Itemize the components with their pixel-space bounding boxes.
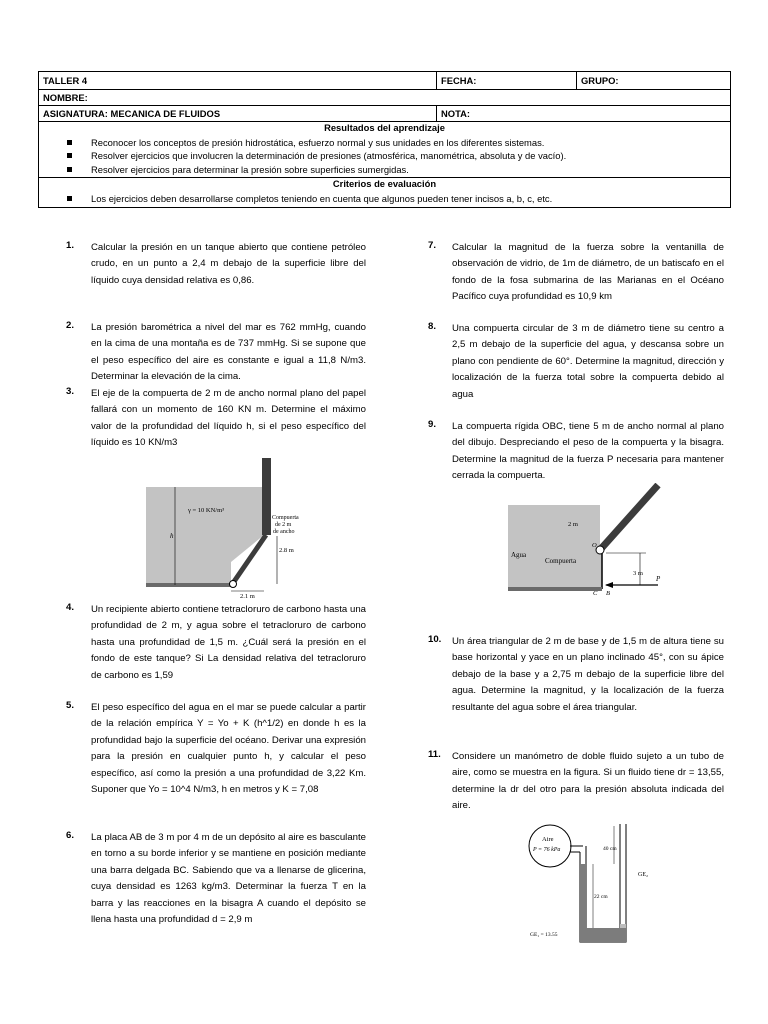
h-label: h (170, 532, 174, 540)
problem-number: 4. (66, 602, 75, 613)
ge2-label: GE₂ (638, 872, 649, 878)
problem-number: 3. (66, 386, 75, 397)
problem-11 (428, 749, 724, 815)
problem-text: Calcular la presión en un tanque abierto que contiene petróleo crudo, en un punto a 2,4 m debajo de la superficie libre del líquido cuya densidad relativa es 0,86. (91, 242, 366, 286)
tank-bottom (146, 583, 231, 587)
manometer-figure-problem-11 (528, 824, 688, 948)
problem-text: El eje de la compuerta de 2 m de ancho normal plano del papel fallará con un momento de 160 KN m. Determine el máximo valor de la profundidad del líquido h, si el peso específico del líquido es 10 KN/m3 (91, 388, 366, 449)
gate-label-2: de 2 m (275, 522, 292, 528)
gate-label: Compuerta (545, 557, 577, 565)
problem-text: Calcular la magnitud de la fuerza sobre la ventanilla de observación de vidrio, de 1m de diámetro, de un batiscafo en el fondo de la fosa submarina de las Marianas en el Océano Pacífico cuya profundidad es 10,9 km (452, 242, 724, 303)
criterio-item: Los ejercicios deben desarrollarse completos teniendo en cuenta que algunos pueden tener incisos a, b, c, etc. (39, 192, 730, 205)
criterios-list (39, 192, 730, 206)
grupo-cell[interactable]: GRUPO: (577, 72, 731, 90)
air-label: Aire (542, 836, 554, 843)
problem-1 (66, 240, 366, 289)
resultado-item: Resolver ejercicios para determinar la presión sobre superficies sumergidas. (39, 163, 730, 176)
problem-number: 9. (428, 419, 437, 430)
fecha-cell[interactable]: FECHA: (437, 72, 577, 90)
bottom-fluid (580, 928, 626, 942)
problem-4 (66, 602, 366, 684)
air-tank (529, 825, 571, 867)
left-leg-fluid (580, 864, 586, 938)
nombre-cell[interactable]: NOMBRE: (39, 90, 731, 106)
dim-vertical-label: 2.8 m (279, 547, 294, 554)
gamma-label: γ = 10 KN/m³ (188, 507, 225, 514)
problem-10 (428, 634, 724, 716)
problem-number: 10. (428, 634, 442, 645)
resultado-item: Reconocer los conceptos de presión hidrostática, esfuerzo normal y sus unidades en los diferentes sistemas. (39, 136, 730, 149)
problem-2 (66, 320, 366, 386)
dim-upper-label: 40 cm (603, 846, 617, 852)
problem-text: Considere un manómetro de doble fluido sujeto a un tubo de aire, como se muestra en la figura. Si un fluido tiene dr = 13,55, determine la dr del otro para la presión absoluta indicada del aire. (452, 751, 724, 812)
taller-cell: TALLER 4 (39, 72, 437, 90)
asignatura-cell: ASIGNATURA: MECANICA DE FLUIDOS (39, 106, 437, 122)
resultados-section (39, 122, 731, 178)
problem-7 (428, 240, 724, 306)
water-label: Agua (511, 551, 527, 559)
u-tube (580, 824, 626, 942)
dim-lower-label: 22 cm (594, 894, 608, 900)
criterios-title: Criterios de evaluación (332, 178, 437, 190)
gate-label: Compuerta (272, 515, 299, 521)
inclined-gate-arm (599, 485, 658, 551)
problem-number: 6. (66, 830, 75, 841)
hinge-o (596, 546, 604, 554)
nota-cell[interactable]: NOTA: (437, 106, 731, 122)
ground (508, 587, 602, 591)
problem-number: 2. (66, 320, 75, 331)
problem-number: 7. (428, 240, 437, 251)
problem-number: 1. (66, 240, 75, 251)
problem-6 (66, 830, 366, 928)
problem-number: 11. (428, 749, 441, 760)
point-o-label: O (592, 542, 597, 549)
problem-text: El peso específico del agua en el mar se puede calcular a partir de la relación empírica Y = Yo + K (h^1/2) en donde h es la profundidad bajo la superficie del océano. Derivar una expresión para la presión en cualquier punto h, y calcular el peso específico, así como la presión a una profundidad de 3,22 Km. Suponer que Yo = 10^4 N/m3, h en metros y K = 7,08 (91, 702, 366, 796)
force-arrowhead (605, 582, 613, 588)
wall (262, 458, 271, 535)
criterios-section (39, 178, 731, 207)
point-b-label: B (606, 590, 610, 595)
resultados-list (39, 136, 730, 177)
problem-number: 5. (66, 700, 75, 711)
gate-label-3: de ancho (273, 529, 295, 535)
problem-text: Una compuerta circular de 3 m de diámetro tiene su centro a 2,5 m debajo de la superficie del agua, y descansa sobre un plano con pendiente de 60°. Determine la magnitud, dirección y localización de la fuerza total sobre la compuerta debido al agua (452, 323, 724, 400)
problem-3 (66, 386, 366, 452)
gate-figure-problem-9 (508, 483, 688, 595)
problem-text: Un área triangular de 2 m de base y de 1,5 m de altura tiene su base horizontal y yace en un plano inclinado 45°, con su ápice debajo de la base y a 2,75 m debajo de la superficie libre del agua. Determine la magnitud, y la localización de la fuerza resultante del agua sobre el área triangular. (452, 636, 724, 713)
dim-top-label: 2 m (568, 521, 578, 528)
dim-horizontal-label: 2.1 m (240, 593, 255, 598)
point-c-label: C (593, 590, 598, 595)
problem-text: Un recipiente abierto contiene tetracloruro de carbono hasta una profundidad de 2 m, y agua sobre el tetracloruro de carbono hasta una profundidad de 1,5 m. ¿Cuál será la presión en el fondo de este tanque? Si La densidad relativa del tetracloruro de carbono es 1,59 (91, 604, 366, 681)
problem-text: La placa AB de 3 m por 4 m de un depósito al aire es basculante en torno a su borde inferior y se mantiene en posición mediante una barra delgada BC. Sabiendo que va a llenarse de glicerina, cuya densidad es 1263 kg/m3. Determinar la fuerza T en la barra y las reacciones en la bisagra A cuando el depósito se llena hasta una profundidad d = 2,9 m (91, 832, 366, 926)
problem-5 (66, 700, 366, 798)
ge1-label: GE₁ = 13.55 (530, 932, 558, 938)
right-leg-fluid-2 (620, 924, 626, 928)
force-p-label: P (656, 575, 661, 583)
gate-figure-problem-3 (144, 458, 384, 598)
resultado-item: Resolver ejercicios que involucren la determinación de presiones (atmosférica, manométrica, absoluta y de vacío). (39, 149, 730, 162)
problem-9 (428, 419, 724, 485)
liquid-region (146, 487, 264, 585)
resultados-title: Resultados del aprendizaje (324, 122, 445, 133)
problem-8 (428, 321, 724, 403)
water-region (508, 505, 602, 589)
dim-side-label: 3 m (633, 570, 643, 577)
hinge (230, 581, 237, 588)
header-table (38, 71, 731, 208)
problem-text: La compuerta rígida OBC, tiene 5 m de ancho normal al plano del dibujo. Despreciando el peso de la compuerta y la bisagra. Determine la magnitud de la fuerza P necesaria para mantener cerrada la compuerta. (452, 421, 724, 482)
problem-number: 8. (428, 321, 437, 332)
problem-text: La presión barométrica a nivel del mar es 762 mmHg, cuando en la cima de una montaña es de 737 mmHg. Si se supone que el peso específico del aire es constante e igual a 11,8 N/m3. Determinar la elevación de la cima. (91, 322, 366, 383)
pressure-label: P = 76 kPa (533, 847, 561, 853)
